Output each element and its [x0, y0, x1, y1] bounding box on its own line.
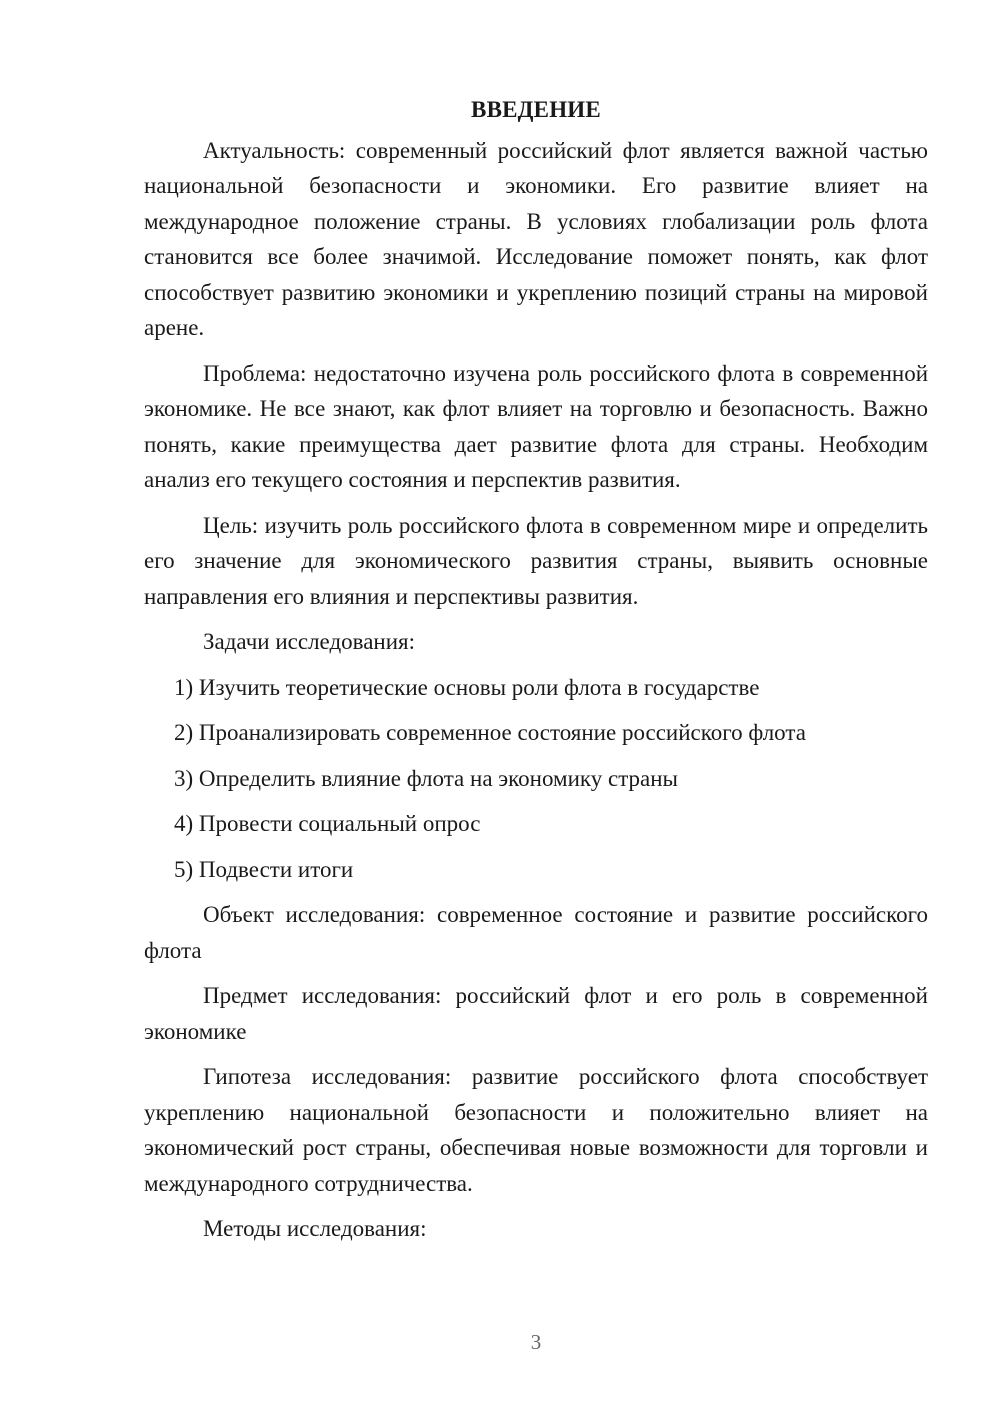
paragraph-subject: Предмет исследования: российский флот и его роль в современной экономике — [144, 983, 928, 1044]
task-item-3: 3) Определить влияние флота на экономику страны — [174, 765, 679, 791]
task-item-2: 2) Проанализировать современное состояние российского флота — [174, 720, 806, 745]
page-number: 3 — [530, 1330, 542, 1354]
paragraph-goal: Цель: изучить роль российского флота в современном мире и определить его значение для экономического развития страны, выявить основные направления его влияния и перспективы развития. — [144, 512, 928, 609]
paragraph-methods: Методы исследования: — [203, 1216, 427, 1241]
task-item-4: 4) Провести социальный опрос — [174, 811, 481, 836]
task-item-1: 1) Изучить теоретические основы роли флота в государстве — [174, 674, 760, 700]
paragraph-hypothesis: Гипотеза исследования: развитие российского флота способствует укреплению национальной безопасности и положительно влияет на экономический рост страны, обеспечивая новые возможности для торговли и международного сотрудничества. — [144, 1064, 928, 1196]
paragraph-problem: Проблема: недостаточно изучена роль российского флота в современной экономике. Не все знают, как флот влияет на торговлю и безопасность. Важно понять, какие преимущества дает развитие флота для страны. Необходим анализ его текущего состояния и перспектив развития. — [144, 360, 928, 492]
tasks-list — [144, 670, 928, 888]
section-heading: ВВЕДЕНИЕ — [471, 97, 601, 122]
page-body — [144, 92, 928, 1247]
task-item-5: 5) Подвести итоги — [174, 856, 354, 882]
paragraph-object: Объект исследования: современное состояние и развитие российского флота — [144, 902, 928, 963]
paragraph-relevance: Актуальность: современный российский флот является важной частью национальной безопасности и экономики. Его развитие влияет на международное положение страны. В условиях глобализации роль флота становится все более значимой. Исследование поможет понять, как флот способствует развитию экономики и укреплению позиций страны на мировой арене. — [144, 137, 928, 340]
paragraph-tasks-intro: Задачи исследования: — [203, 629, 416, 654]
